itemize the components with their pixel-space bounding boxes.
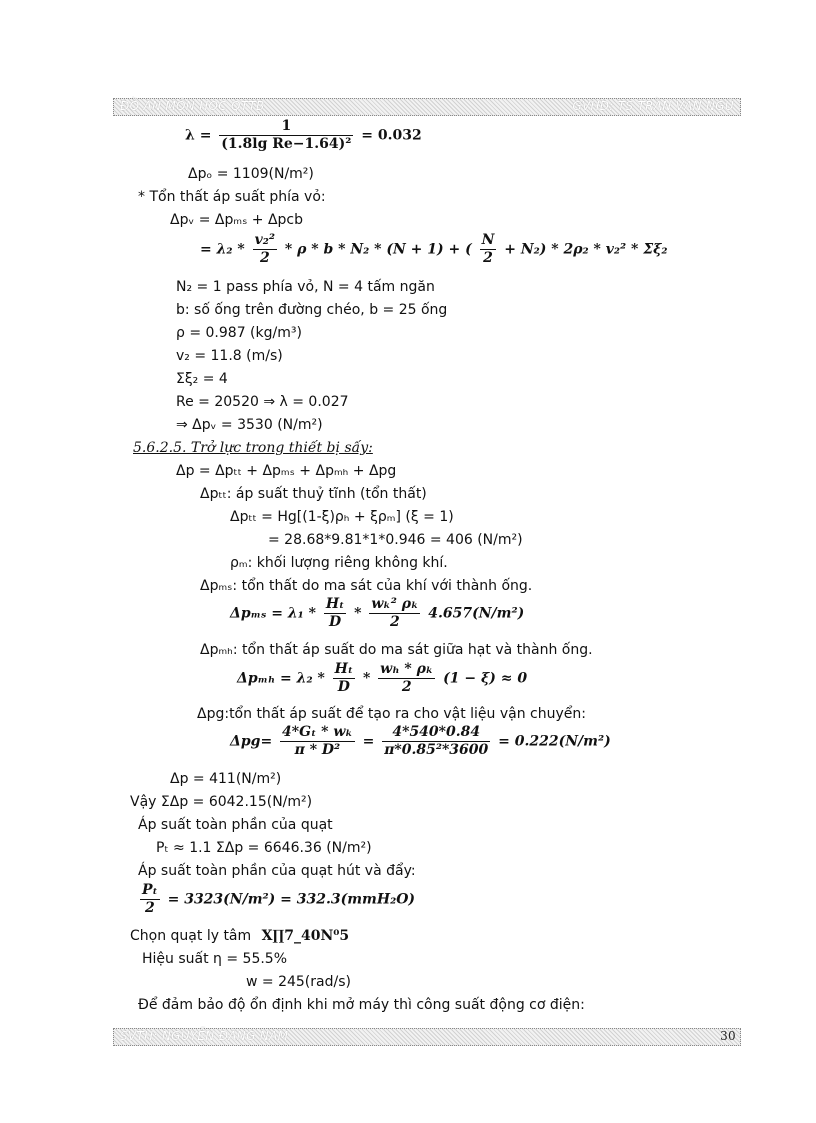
header-instructor: GVHD: TS TRẦN VĂN NGŨ xyxy=(572,99,734,113)
formula-text: λ = xyxy=(185,127,212,144)
fraction-denominator: π*0.85²*3600 xyxy=(384,742,489,758)
header-course: ĐỒ ÁN MÔN HỌC QTTB xyxy=(120,99,265,113)
fraction-numerator: 4*540*0.84 xyxy=(382,724,490,742)
formula-text: * xyxy=(362,670,371,687)
text-line: Δpₜₜ: áp suất thuỷ tĩnh (tổn thất) xyxy=(200,486,427,502)
text-line: Σξ₂ = 4 xyxy=(176,371,228,387)
fan-selection-line xyxy=(130,927,349,945)
fraction-numerator: wₕ * ρₖ xyxy=(380,661,434,677)
particle-friction-formula xyxy=(237,661,527,696)
formula-text: = λ₂ * xyxy=(200,241,245,258)
fraction-denominator: 2 xyxy=(483,250,493,266)
text-line: Δp = 411(N/m²) xyxy=(170,771,282,787)
fraction-denominator: (1.8lg Re−1.64)² xyxy=(221,136,352,152)
fraction-numerator: 4*Gₜ * wₖ xyxy=(282,724,353,740)
footer-student: SVTH: NGUYỄN ĐĂNG NAM xyxy=(120,1029,289,1043)
text-line: = 28.68*9.81*1*0.946 = 406 (N/m²) xyxy=(268,532,523,548)
text-line: Hiệu suất η = 55.5% xyxy=(142,951,288,967)
fan-selection-text: Chọn quạt ly tâm xyxy=(130,928,252,944)
text-line: Δpₒ = 1109(N/m²) xyxy=(188,166,314,182)
text-line: b: số ống trên đường chéo, b = 25 ống xyxy=(176,302,448,318)
text-line: ρₘ: khối lượng riêng không khí. xyxy=(230,555,448,571)
fraction-numerator: Hₜ xyxy=(334,661,354,677)
text-line: N₂ = 1 pass phía vỏ, N = 4 tấm ngăn xyxy=(176,279,435,295)
fraction-numerator: wₖ² ρₖ xyxy=(371,596,419,612)
formula-text: + N₂) * 2ρ₂ * v₂² * Σξ₂ xyxy=(504,241,668,258)
fraction-denominator: 2 xyxy=(144,900,155,916)
formula-text: = 0.222(N/m²) xyxy=(498,733,611,750)
fraction-denominator: 2 xyxy=(259,250,270,266)
transport-formula xyxy=(230,724,611,759)
text-line: Re = 20520 ⇒ λ = 0.027 xyxy=(176,394,349,410)
fraction-denominator: D xyxy=(329,614,342,630)
fraction-numerator: v₂² xyxy=(254,232,276,248)
formula-text: = xyxy=(362,733,375,750)
formula-text: (1 − ξ) ≈ 0 xyxy=(443,670,528,687)
text-line: * Tổn thất áp suất phía vỏ: xyxy=(138,189,326,205)
fraction-numerator: Pₜ xyxy=(142,882,158,898)
formula-text: Δpₘₕ = λ₂ * xyxy=(237,670,325,687)
fan-pressure-formula xyxy=(140,882,415,917)
text-line: Δpₜₜ = Hg[(1-ξ)ρₕ + ξρₘ] (ξ = 1) xyxy=(230,509,454,525)
friction-formula xyxy=(230,596,524,631)
text-line: Δpₘₛ: tổn thất do ma sát của khí với thành ống. xyxy=(200,578,533,594)
fraction-numerator: Hₜ xyxy=(325,596,345,612)
formula-text: = 0.032 xyxy=(361,127,422,144)
text-line: Áp suất toàn phần của quạt hút và đẩy: xyxy=(138,863,416,879)
formula-text: * xyxy=(354,605,362,622)
fraction-denominator: D xyxy=(337,679,350,695)
text-line: Δpₘₕ: tổn thất áp suất do ma sát giữa hạt và thành ống. xyxy=(200,642,593,658)
formula-text: = 3323(N/m²) = 332.3(mmH₂O) xyxy=(167,891,416,908)
formula-text: Δpg= xyxy=(230,733,273,750)
lambda-formula xyxy=(185,118,422,153)
page-number: 30 xyxy=(720,1029,736,1043)
text-line: Pₜ ≈ 1.1 ΣΔp = 6646.36 (N/m²) xyxy=(156,840,372,856)
text-line: ρ = 0.987 (kg/m³) xyxy=(176,325,302,341)
fraction-numerator: N xyxy=(481,232,495,248)
text-line: w = 245(rad/s) xyxy=(246,974,351,990)
formula-text: 4.657(N/m²) xyxy=(428,605,525,622)
formula-text: Δpₘₛ = λ₁ * xyxy=(230,605,316,622)
fraction-denominator: 2 xyxy=(390,614,400,630)
fraction-denominator: π * D² xyxy=(294,742,341,758)
formula-text: * ρ * b * N₂ * (N + 1) + ( xyxy=(284,241,472,258)
text-line: ⇒ Δpᵥ = 3530 (N/m²) xyxy=(176,417,323,433)
fraction-denominator: 2 xyxy=(401,679,412,695)
fraction-numerator: 1 xyxy=(219,118,353,136)
shell-pressure-formula xyxy=(200,232,668,267)
fan-model: X∏7_40N⁰5 xyxy=(261,928,350,944)
header-band xyxy=(113,98,741,116)
text-line: Δpᵥ = Δpₘₛ + Δpcb xyxy=(170,212,304,228)
section-heading: 5.6.2.5. Trở lực trong thiết bị sấy: xyxy=(133,440,373,456)
text-line: v₂ = 11.8 (m/s) xyxy=(176,348,283,364)
text-line: Δp = Δpₜₜ + Δpₘₛ + Δpₘₕ + Δpg xyxy=(176,463,397,479)
footer-band xyxy=(113,1028,741,1046)
text-line: Δpg:tổn thất áp suất để tạo ra cho vật liệu vận chuyển: xyxy=(197,706,586,722)
text-line: Áp suất toàn phần của quạt xyxy=(138,817,333,833)
text-line: Vậy ΣΔp = 6042.15(N/m²) xyxy=(130,794,313,810)
text-line: Để đảm bảo độ ổn định khi mở máy thì công suất động cơ điện: xyxy=(138,997,585,1013)
